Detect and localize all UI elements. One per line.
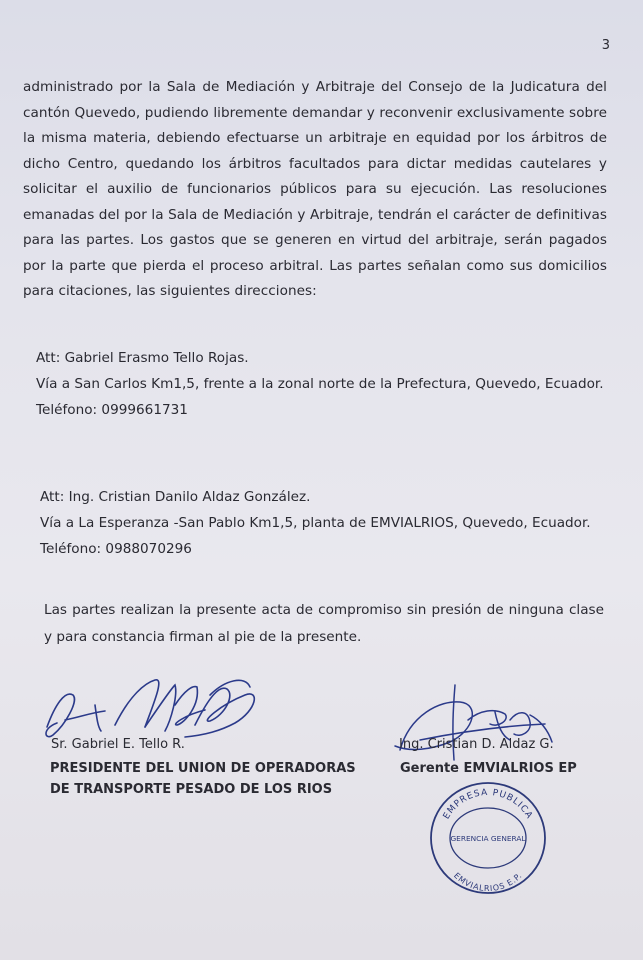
right-signatory-name: Ing. Cristian D. Aldaz G. bbox=[399, 737, 554, 752]
left-signatory-title bbox=[50, 758, 356, 800]
left-signatory-name: Sr. Gabriel E. Tello R. bbox=[51, 737, 185, 752]
seal-bottom-text: EMVIALRIOS E.P. bbox=[452, 870, 524, 894]
address-1-phone: Teléfono: 0999661731 bbox=[36, 402, 188, 418]
address-2-location: Vía a La Esperanza -San Pablo Km1,5, planta de EMVIALRIOS, Quevedo, Ecuador. bbox=[40, 515, 591, 531]
left-title-line-1: PRESIDENTE DEL UNION DE OPERADORAS bbox=[50, 761, 356, 776]
address-block-2 bbox=[40, 484, 591, 562]
right-signatory-title: Gerente EMVIALRIOS EP bbox=[400, 761, 577, 776]
address-2-att: Att: Ing. Cristian Danilo Aldaz González. bbox=[40, 489, 311, 505]
company-seal-icon bbox=[425, 778, 550, 896]
address-1-att: Att: Gabriel Erasmo Tello Rojas. bbox=[36, 350, 249, 366]
seal-top-text: EMPRESA PUBLICA bbox=[441, 787, 535, 822]
left-title-line-2: DE TRANSPORTE PESADO DE LOS RIOS bbox=[50, 782, 333, 797]
address-1-location: Vía a San Carlos Km1,5, frente a la zonal norte de la Prefectura, Quevedo, Ecuador. bbox=[36, 376, 604, 392]
svg-text:EMVIALRIOS E.P. bbox=[452, 871, 524, 893]
body-paragraph: administrado por la Sala de Mediación y Arbitraje del Consejo de la Judicatura del cantón Quevedo, pudiendo libremente demandar y reconvenir exclusivamente sobre la misma materia, debiendo efectuarse un arbitraje en equidad por los árbitros de dicho Centro, quedando los árbitros facultados para dictar medidas cautelares y solicitar el auxilio de funcionarios públicos para su ejecución. Las resoluciones emanadas del por la Sala de Mediación y Arbitraje, tendrán el carácter de definitivas para las partes. Los gastos que se generen en virtud del arbitraje, serán pagados por la parte que pierda el proceso arbitral. Las partes señalan como sus domicilios para citaciones, las siguientes direcciones: bbox=[23, 79, 607, 299]
address-2-phone: Teléfono: 0988070296 bbox=[40, 541, 192, 557]
address-block-1 bbox=[36, 345, 604, 423]
closing-paragraph: Las partes realizan la presente acta de compromiso sin presión de ninguna clase y para constancia firman al pie de la presente. bbox=[44, 602, 604, 645]
seal-center-text: GERENCIA GENERAL bbox=[450, 834, 526, 843]
page-number: 3 bbox=[601, 38, 610, 53]
